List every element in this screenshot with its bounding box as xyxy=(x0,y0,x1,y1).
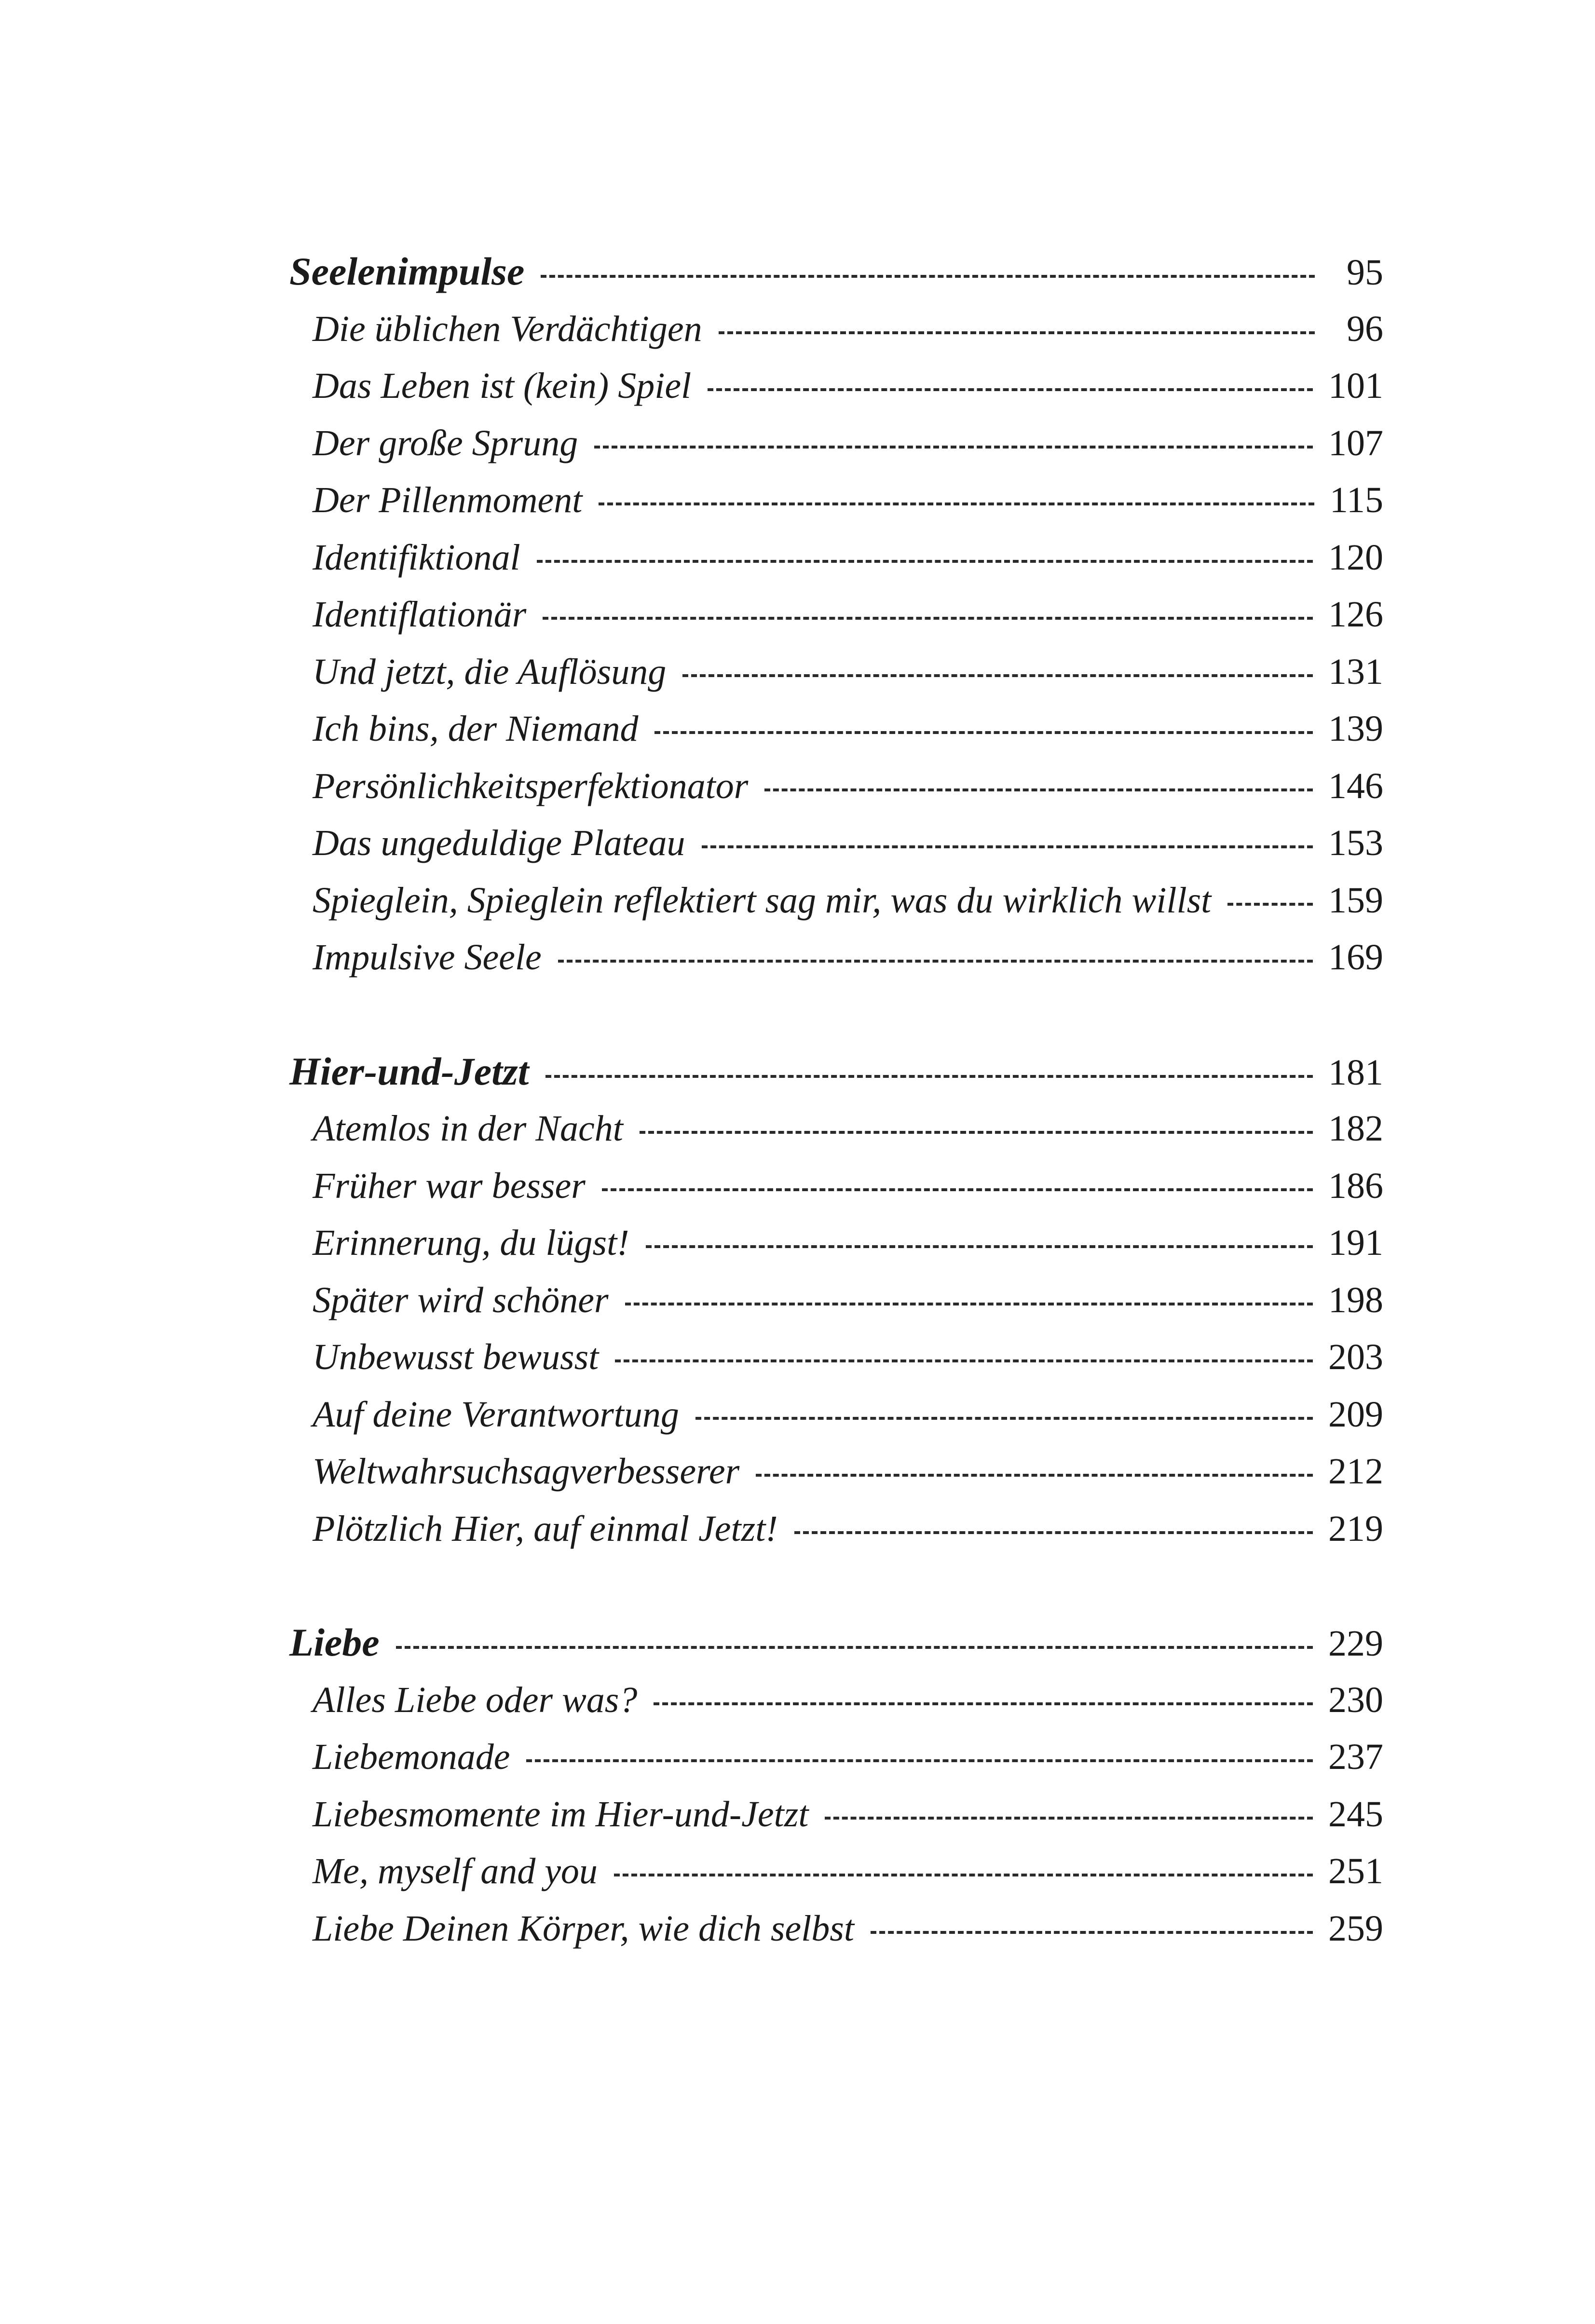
toc-section-heading[interactable] xyxy=(289,243,1383,300)
page-number: 251 xyxy=(1328,1851,1383,1891)
page-number: 230 xyxy=(1328,1679,1383,1720)
dot-leader xyxy=(543,617,1313,620)
entry-title: Ich bins, der Niemand xyxy=(313,708,639,749)
entry-title: Das Leben ist (kein) Spiel xyxy=(313,366,692,406)
dot-leader xyxy=(614,1874,1313,1876)
toc-entry[interactable] xyxy=(289,357,1383,415)
page-number: 169 xyxy=(1328,937,1383,978)
section-title: Liebe xyxy=(289,1620,380,1664)
toc-entry[interactable] xyxy=(289,758,1383,815)
entry-title: Die üblichen Verdächtigen xyxy=(313,308,702,349)
entry-title: Persönlichkeitsperfektionator xyxy=(313,765,749,806)
entry-title: Das ungeduldige Plateau xyxy=(313,823,685,863)
dot-leader xyxy=(541,275,1315,278)
entry-title: Spieglein, Spieglein reflektiert sag mir, was du wirklich willst xyxy=(313,880,1212,921)
page-number: 120 xyxy=(1328,537,1383,578)
page-number: 181 xyxy=(1328,1052,1383,1093)
entry-title: Plötzlich Hier, auf einmal Jetzt! xyxy=(313,1508,778,1549)
table-of-contents xyxy=(289,243,1383,1957)
toc-section-heading[interactable] xyxy=(289,1043,1383,1101)
page-number: 96 xyxy=(1347,308,1383,349)
entry-title: Liebe Deinen Körper, wie dich selbst xyxy=(313,1908,854,1949)
toc-entry[interactable] xyxy=(289,1786,1383,1843)
dot-leader xyxy=(682,674,1313,677)
entry-title: Atemlos in der Nacht xyxy=(313,1108,623,1149)
toc-entry[interactable] xyxy=(289,1443,1383,1500)
toc-entry[interactable] xyxy=(289,700,1383,758)
toc-section xyxy=(289,1614,1383,1957)
entry-title: Der große Sprung xyxy=(313,422,578,463)
toc-section xyxy=(289,1043,1383,1558)
page-number: 229 xyxy=(1328,1623,1383,1664)
dot-leader xyxy=(526,1759,1313,1762)
toc-entry[interactable] xyxy=(289,1900,1383,1957)
page-number: 203 xyxy=(1328,1337,1383,1377)
entry-title: Der Pillenmoment xyxy=(313,480,583,520)
page-number: 159 xyxy=(1328,880,1383,921)
entry-title: Weltwahrsuchsagverbesserer xyxy=(313,1451,740,1492)
entry-title: Liebemonade xyxy=(313,1737,510,1777)
entry-title: Identifiktional xyxy=(313,537,520,578)
dot-leader xyxy=(702,845,1313,848)
entry-title: Impulsive Seele xyxy=(313,937,542,978)
page-number: 95 xyxy=(1347,252,1383,293)
dot-leader xyxy=(1227,903,1313,906)
dot-leader xyxy=(654,731,1313,734)
page-number: 182 xyxy=(1328,1108,1383,1149)
dot-leader xyxy=(871,1931,1313,1934)
page-number: 259 xyxy=(1328,1908,1383,1949)
dot-leader xyxy=(537,560,1313,563)
dot-leader xyxy=(764,788,1313,791)
dot-leader xyxy=(558,960,1313,963)
page-number: 209 xyxy=(1328,1394,1383,1435)
page-number: 131 xyxy=(1328,651,1383,692)
dot-leader xyxy=(640,1131,1313,1134)
page-number: 126 xyxy=(1328,594,1383,635)
dot-leader xyxy=(545,1075,1313,1078)
toc-entry[interactable] xyxy=(289,415,1383,472)
section-title: Seelenimpulse xyxy=(289,249,525,293)
page-number: 107 xyxy=(1328,422,1383,463)
page-number: 139 xyxy=(1328,708,1383,749)
entry-title: Erinnerung, du lügst! xyxy=(313,1223,629,1263)
dot-leader xyxy=(602,1188,1313,1191)
page-number: 198 xyxy=(1328,1279,1383,1320)
toc-entry[interactable] xyxy=(289,872,1383,929)
dot-leader xyxy=(756,1474,1313,1477)
toc-entry[interactable] xyxy=(289,1500,1383,1558)
entry-title: Unbewusst bewusst xyxy=(313,1337,599,1377)
toc-entry[interactable] xyxy=(289,529,1383,586)
page-number: 212 xyxy=(1328,1451,1383,1492)
page-number: 186 xyxy=(1328,1165,1383,1206)
entry-title: Me, myself and you xyxy=(313,1851,598,1891)
entry-title: Alles Liebe oder was? xyxy=(313,1679,638,1720)
toc-entry[interactable] xyxy=(289,815,1383,872)
toc-entry[interactable] xyxy=(289,472,1383,529)
dot-leader xyxy=(719,331,1315,334)
toc-entry[interactable] xyxy=(289,929,1383,986)
toc-entry[interactable] xyxy=(289,1728,1383,1786)
dot-leader xyxy=(594,446,1313,448)
entry-title: Identiflationär xyxy=(313,594,527,635)
entry-title: Früher war besser xyxy=(313,1165,586,1206)
page-number: 115 xyxy=(1329,480,1383,520)
page-number: 237 xyxy=(1328,1737,1383,1777)
toc-entry[interactable] xyxy=(289,300,1383,358)
page-number: 146 xyxy=(1328,765,1383,806)
dot-leader xyxy=(396,1646,1313,1649)
toc-entry[interactable] xyxy=(289,1272,1383,1329)
toc-entry[interactable] xyxy=(289,1843,1383,1900)
dot-leader xyxy=(625,1303,1313,1305)
toc-entry[interactable] xyxy=(289,643,1383,701)
entry-title: Liebesmomente im Hier-und-Jetzt xyxy=(313,1794,809,1835)
dot-leader xyxy=(708,388,1313,391)
toc-section-heading[interactable] xyxy=(289,1614,1383,1672)
dot-leader xyxy=(825,1817,1313,1820)
toc-entry[interactable] xyxy=(289,1329,1383,1386)
dot-leader xyxy=(794,1531,1313,1534)
page-number: 153 xyxy=(1328,823,1383,863)
section-title: Hier-und-Jetzt xyxy=(289,1049,529,1093)
entry-title: Auf deine Verantwortung xyxy=(313,1394,679,1435)
entry-title: Später wird schöner xyxy=(313,1279,609,1320)
dot-leader xyxy=(654,1702,1313,1705)
toc-entry[interactable] xyxy=(289,1100,1383,1157)
toc-entry[interactable] xyxy=(289,1386,1383,1443)
toc-entry[interactable] xyxy=(289,586,1383,643)
page-number: 101 xyxy=(1328,366,1383,406)
toc-entry[interactable] xyxy=(289,1157,1383,1215)
dot-leader xyxy=(646,1245,1313,1248)
dot-leader xyxy=(599,503,1314,505)
toc-section xyxy=(289,243,1383,986)
toc-entry[interactable] xyxy=(289,1214,1383,1272)
dot-leader xyxy=(615,1359,1313,1362)
toc-entry[interactable] xyxy=(289,1672,1383,1729)
page-number: 191 xyxy=(1328,1223,1383,1263)
page-number: 245 xyxy=(1328,1794,1383,1835)
dot-leader xyxy=(695,1417,1313,1420)
page-number: 219 xyxy=(1328,1508,1383,1549)
entry-title: Und jetzt, die Auflösung xyxy=(313,651,667,692)
